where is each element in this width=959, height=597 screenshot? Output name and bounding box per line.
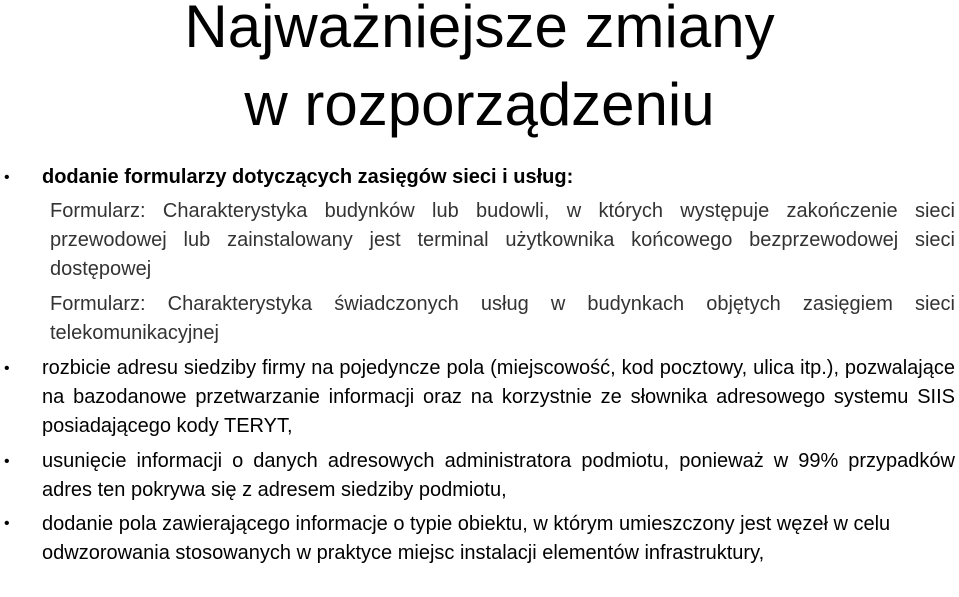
bullet-item-usuniecie-danych: usunięcie informacji o danych adresowych administratora podmiotu, ponieważ w 99% przypadków adres ten pokrywa się z adresem siedziby podmiotu, — [42, 450, 955, 501]
bullet-item-typ-obiektu: dodanie pola zawierającego informacje o typie obiektu, w którym umieszczony jest węzeł w celu odwzorowania stosowanych w praktyce miejsc instalacji elementów infrastruktury, — [42, 513, 891, 564]
bullet-item-adres-siedziby: rozbicie adresu siedziby firmy na pojedyncze pola (miejscowość, kod pocztowy, ulica itp.), pozwalające na bazodanowe przetwarzanie informacji oraz na korzystnie ze słownika adresowego systemu SIIS posiadającego kody TERYT, — [42, 357, 955, 437]
bullet-marker: • — [4, 360, 10, 377]
sub-item-formularz-uslugi: Formularz: Charakterystyka świadczonych usług w budynkach objętych zasięgiem sieci telekomunikacyjnej — [50, 293, 955, 344]
bullet-marker: • — [4, 515, 10, 532]
bullet-marker: • — [4, 169, 10, 186]
sub-item-formularz-budynki: Formularz: Charakterystyka budynków lub budowli, w których występuje zakończenie sieci przewodowej lub zainstalowany jest terminal użytkownika końcowego bezprzewodowej sieci dostępowej — [50, 200, 955, 280]
bullet-item-formularze: dodanie formularzy dotyczących zasięgów sieci i usług: — [42, 166, 574, 188]
slide-title-line-2: w rozporządzeniu — [244, 71, 715, 138]
bullet-marker: • — [4, 453, 10, 470]
slide-title-line-1: Najważniejsze zmiany — [184, 0, 775, 60]
